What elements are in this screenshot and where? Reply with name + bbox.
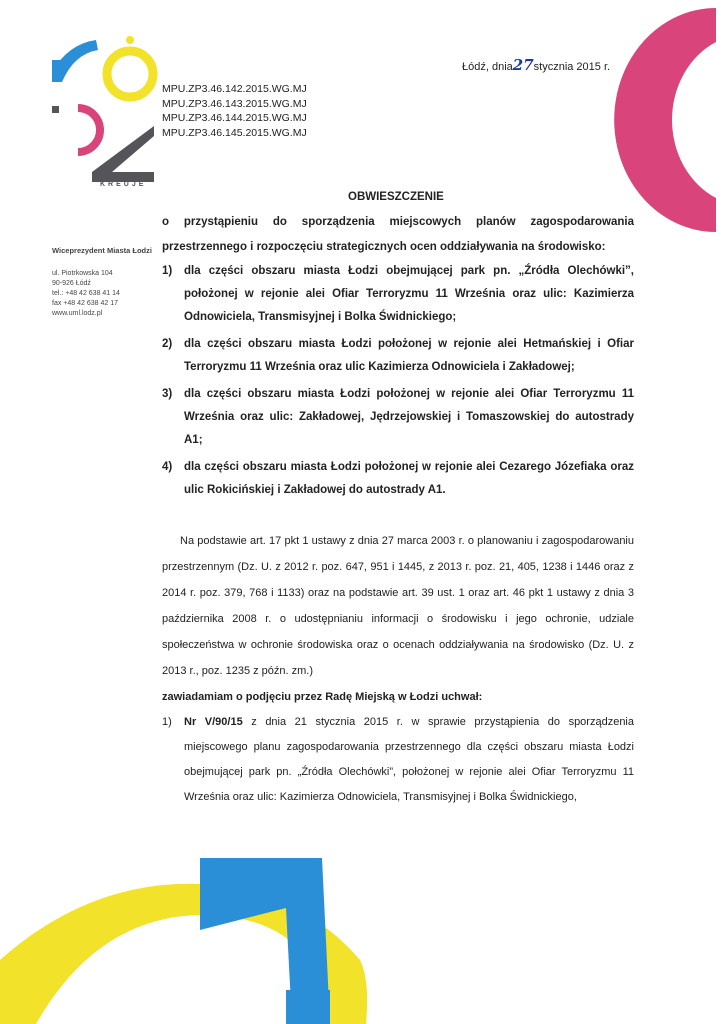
logo-tagline: KREUJE — [100, 181, 147, 188]
announcement-text: zawiadamiam o podjęciu przez Radę Miejską w Łodzi uchwał: — [162, 691, 483, 703]
office-info — [52, 246, 152, 319]
list-item — [162, 260, 634, 329]
resolution-list — [162, 710, 634, 810]
list-item-number: 1) — [162, 265, 173, 277]
case-number: MPU.ZP3.46.145.2015.WG.MJ — [162, 126, 307, 139]
case-number: MPU.ZP3.46.142.2015.WG.MJ — [162, 83, 307, 95]
lodz-logo — [48, 30, 163, 190]
pink-arc-graphic — [614, 8, 716, 232]
resolution-id: Nr V/90/15 — [184, 716, 243, 728]
plan-list — [162, 260, 634, 502]
office-website: www.uml.lodz.pl — [52, 310, 103, 317]
list-item-number: 3) — [162, 388, 173, 400]
list-item — [162, 383, 634, 452]
list-item-text: dla części obszaru miasta Łodzi położonej w rejonie alei Cezarego Józefiaka oraz ulic Rokicińskiej i Zakładowej do autostrady A1. — [184, 461, 634, 496]
date-day-handwritten: 27 — [512, 56, 534, 74]
case-number: MPU.ZP3.46.143.2015.WG.MJ — [162, 97, 307, 110]
office-address-line: ul. Piotrkowska 104 — [52, 270, 113, 277]
list-item-text: dla części obszaru miasta Łodzi położonej w rejonie alei Ofiar Terroryzmu 11 Września oraz ulic: Zakładowej, Jędrzejowskiej i Tomaszowskiej do autostrady A1; — [184, 388, 634, 446]
list-item-text: dla części obszaru miasta Łodzi położonej w rejonie alei Hetmańskiej i Ofiar Terroryzmu 11 Września oraz ulic Kazimierza Odnowiciela i Zakładowej; — [184, 338, 634, 373]
resolution-text: z dnia 21 stycznia 2015 r. w sprawie przystąpienia do sporządzenia miejscowego planu zagospodarowania przestrzennego dla części obszaru miasta Łodzi obejmującej park pn. „Źródła Olechówki”, położonej w rejonie alei Ofiar Terroryzmu 11 Września oraz ulic: Kazimierza Odnowiciela, Transmisyjnej i Bolka Świdnickiego, — [184, 716, 634, 803]
intro-text: o przystąpieniu do sporządzenia miejscowych planów zagospodarowania przestrzennego i rozpoczęciu strategicznych ocen oddziaływania na środowisko: — [162, 216, 634, 253]
document-title: OBWIESZCZENIE — [348, 191, 444, 203]
blue-foot-graphic — [286, 990, 330, 1024]
office-fax: fax +48 42 638 42 17 — [52, 300, 118, 307]
date-prefix: Łódź, dnia — [462, 61, 513, 73]
case-numbers — [162, 82, 307, 140]
legal-basis-paragraph — [162, 528, 634, 684]
document-date — [462, 56, 610, 74]
list-item-number: 2) — [162, 338, 173, 350]
date-suffix: stycznia 2015 r. — [533, 61, 611, 73]
office-phone: tel.: +48 42 638 41 14 — [52, 290, 120, 297]
case-number: MPU.ZP3.46.144.2015.WG.MJ — [162, 112, 307, 124]
list-item-number: 4) — [162, 461, 173, 473]
list-item — [162, 456, 634, 502]
list-item-text: dla części obszaru miasta Łodzi obejmującej park pn. „Źródła Olechówki”, położonej w rejonie alei Ofiar Terroryzmu 11 Września oraz ulic: Kazimierza Odnowiciela, Transmisyjnej i Bolka Świdnickiego; — [184, 265, 634, 323]
document-body — [162, 210, 634, 810]
office-title: Wiceprezydent Miasta Łodzi — [52, 246, 152, 255]
resolution-item — [162, 710, 634, 810]
legal-basis-text: Na podstawie art. 17 pkt 1 ustawy z dnia 27 marca 2003 r. o planowaniu i zagospodarowaniu przestrzennym (Dz. U. z 2012 r. poz. 647, 951 i 1445, z 2013 r. poz. 21, 405, 1238 i 1446 oraz z 2014 r. poz. 379, 768 i 1133) oraz na podstawie art. 39 ust. 1 oraz art. 46 pkt 1 ustawy z dnia 3 października 2008 r. o udostępnianiu informacji o środowisku i jego ochronie, udziale społeczeństwa w ochronie środowiska oraz o ocenach oddziaływania na środowisko (Dz. U. z 2013 r., poz. 1235 z późn. zm.) — [162, 535, 634, 677]
list-item — [162, 333, 634, 379]
office-address-line: 90-926 Łódź — [52, 280, 91, 287]
resolution-number: 1) — [162, 716, 172, 728]
